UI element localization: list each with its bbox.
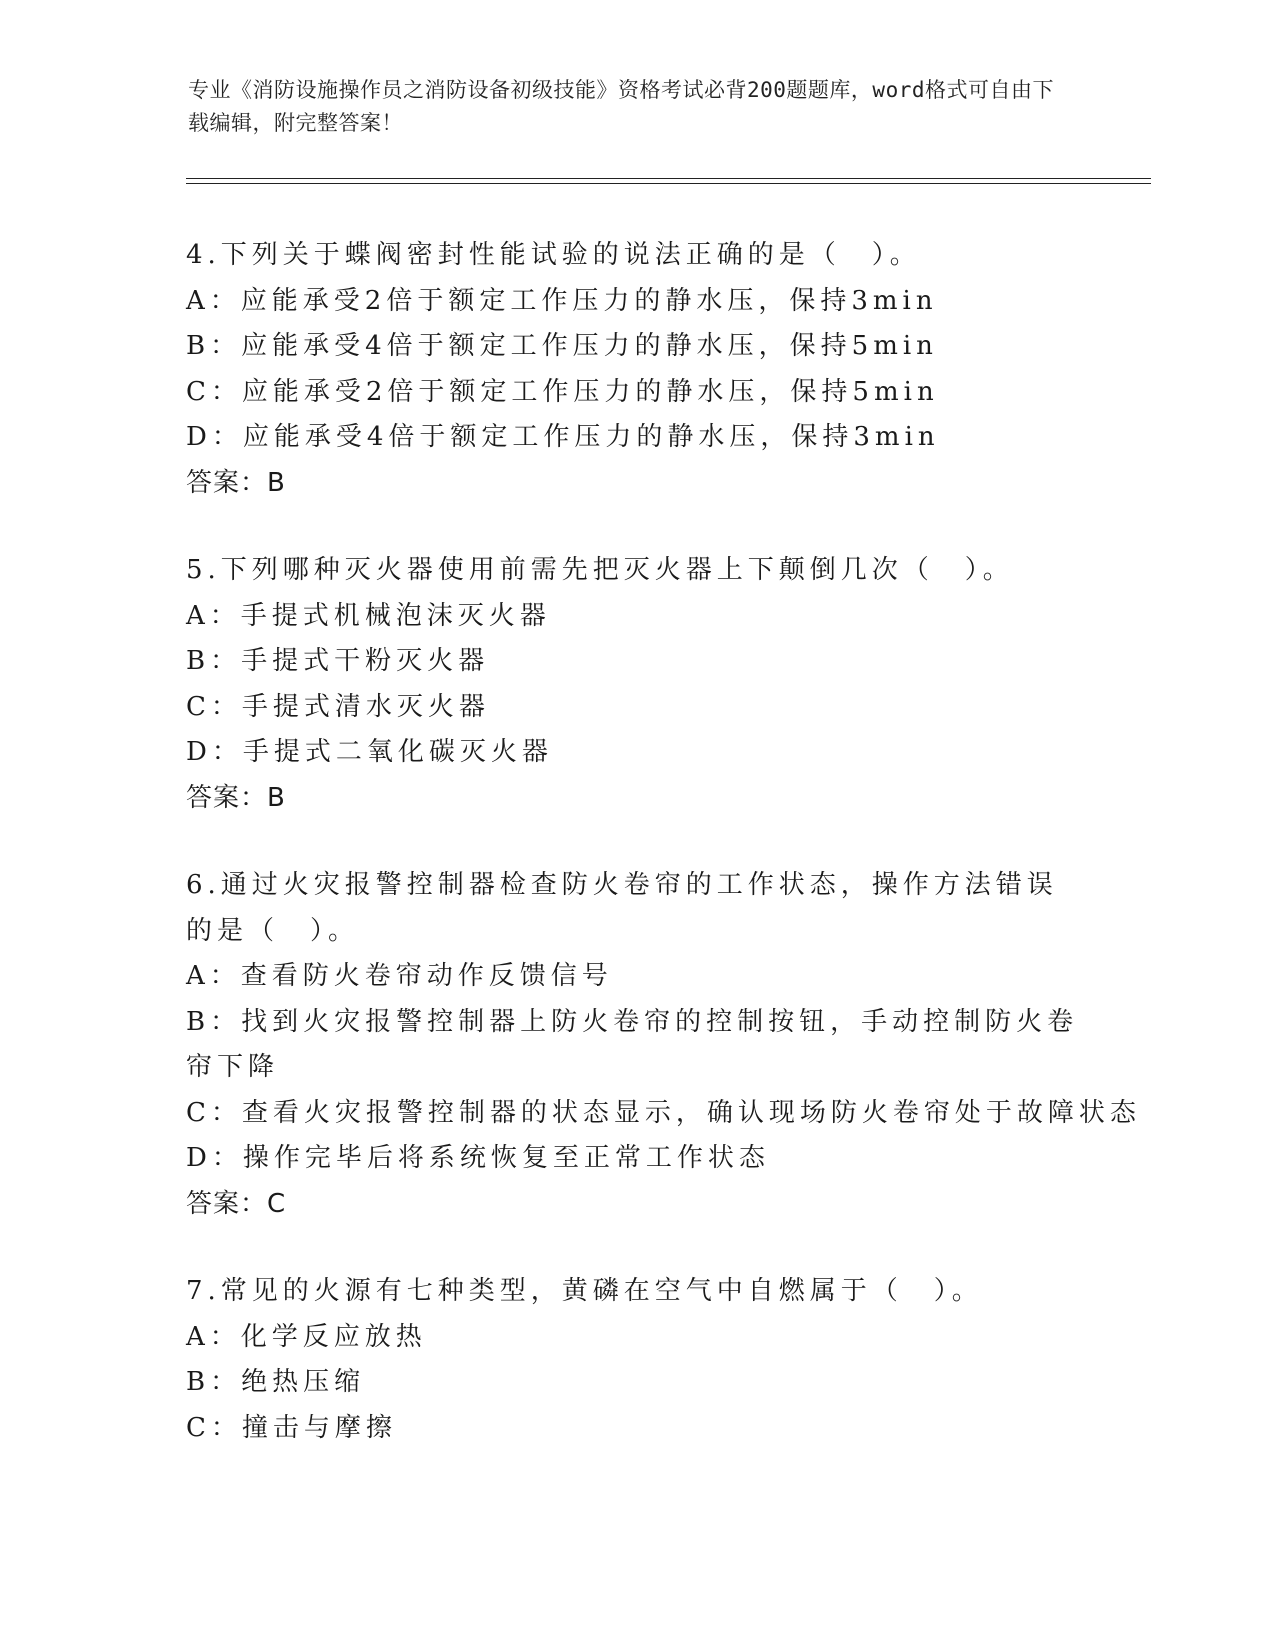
option-d: D：应能承受4倍于额定工作压力的静水压，保持3min: [186, 422, 940, 452]
spacer: [186, 506, 1086, 548]
question-7: [186, 1269, 1086, 1451]
option-b: B：应能承受4倍于额定工作压力的静水压，保持5min: [186, 331, 938, 361]
option-a: A：查看防火卷帘动作反馈信号: [186, 961, 613, 991]
option-b: B：手提式干粉灭火器: [186, 646, 490, 676]
question-6: [186, 863, 1141, 1227]
answer-label: 答案：B: [186, 467, 286, 498]
question-stem: 6.通过火灾报警控制器检查防火卷帘的工作状态，操作方法错误的是（ ）。: [186, 870, 1058, 946]
header-divider-top: [186, 178, 1151, 179]
question-4: [186, 233, 1086, 506]
question-stem: 7.常见的火源有七种类型，黄磷在空气中自燃属于（ ）。: [186, 1276, 983, 1306]
answer-label: 答案：B: [186, 782, 286, 813]
spacer: [186, 1227, 1086, 1269]
option-b: B：找到火灾报警控制器上防火卷帘的控制按钮，手动控制防火卷帘下降: [186, 1006, 1079, 1082]
question-list: [186, 233, 1141, 1451]
option-c: C：撞击与摩擦: [186, 1412, 397, 1443]
spacer: [186, 821, 1086, 863]
option-b: B：绝热压缩: [186, 1367, 366, 1397]
option-d: D：手提式二氧化碳灭火器: [186, 737, 553, 767]
answer-label: 答案：C: [186, 1188, 287, 1219]
document-header: 专业《消防设施操作员之消防设备初级技能》资格考试必背200题题库，word格式可自由下载编辑，附完整答案！: [188, 78, 1054, 135]
option-a: A：化学反应放热: [186, 1321, 427, 1352]
question-stem: 5.下列哪种灭火器使用前需先把灭火器上下颠倒几次（ ）。: [186, 555, 1014, 585]
option-a: A：应能承受2倍于额定工作压力的静水压，保持3min: [186, 285, 938, 316]
option-c: C：手提式清水灭火器: [186, 691, 490, 722]
option-c: C：查看火灾报警控制器的状态显示，确认现场防火卷帘处于故障状态: [186, 1097, 1141, 1128]
header-divider-bottom: [186, 183, 1151, 184]
question-5: [186, 548, 1086, 821]
option-d: D：操作完毕后将系统恢复至正常工作状态: [186, 1143, 770, 1173]
question-stem: 4.下列关于蝶阀密封性能试验的说法正确的是（ ）。: [186, 240, 921, 270]
option-c: C：应能承受2倍于额定工作压力的静水压，保持5min: [186, 376, 939, 407]
option-a: A：手提式机械泡沫灭火器: [186, 600, 551, 631]
